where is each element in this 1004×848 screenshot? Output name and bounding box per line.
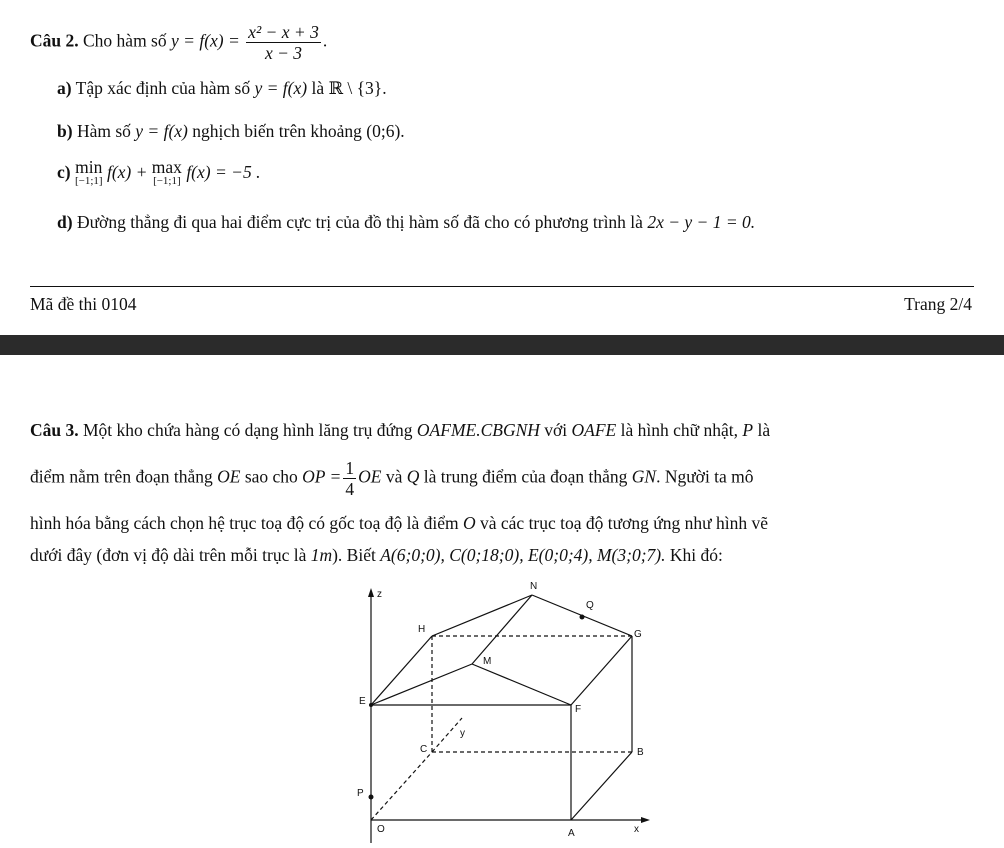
q2-c-min-word: min (75, 157, 103, 177)
q2-c-end: f(x) = −5 . (186, 162, 261, 183)
edge-EH (371, 636, 432, 705)
q3-frac-den: 4 (345, 479, 355, 499)
q2-b-math2: (0;6). (366, 121, 405, 141)
edge-HN (432, 595, 532, 636)
q3-l1-m1: OAFME.CBGNH (416, 420, 540, 440)
q2-b-label: b) (57, 121, 73, 141)
q3-l1-b: với (544, 420, 568, 440)
q2-d-text: Đường thẳng đi qua hai điểm cực trị của đồ thị hàm số đã cho có phương trình là (76, 212, 643, 232)
label-G: G (634, 629, 642, 640)
label-C: C (420, 744, 428, 755)
edge-FG (571, 636, 632, 705)
q2-func-den: x − 3 (264, 43, 303, 63)
footer-code: Mã đề thi 0104 (30, 294, 137, 314)
q3-l4-b: ). Biết (332, 545, 376, 565)
q3-l1-m2: OAFE (571, 420, 617, 440)
label-O: O (377, 824, 385, 835)
q3-l1-d: là (757, 420, 771, 440)
q2-c-mid: f(x) + (106, 162, 148, 183)
q3-l2-e: . Người ta mô (656, 466, 754, 487)
q3-l2-a: điểm nằm trên đoạn thẳng (30, 466, 213, 487)
label-B: B (637, 747, 644, 758)
q3-l2-b: sao cho (244, 466, 298, 487)
q3-l1-m3: P (742, 420, 754, 440)
q2-a-math1: y = f(x) (254, 78, 308, 98)
q3-l4-m2: A(6;0;0), C(0;18;0), E(0;0;4), M(3;0;7). (380, 545, 666, 565)
q2-a-text1: Tập xác định của hàm số (75, 78, 251, 98)
label-N: N (530, 581, 538, 592)
q2-d-label: d) (57, 212, 73, 232)
q3-l4-m1: 1m (310, 545, 333, 565)
q3-l1-c: là hình chữ nhật, (620, 420, 738, 440)
label-H: H (418, 624, 426, 635)
q3-l3-m: O (462, 513, 476, 533)
q2-intro: Cho hàm số (83, 30, 167, 51)
q2-a-label: a) (57, 78, 72, 98)
q2-c-min-sub: [−1;1] (74, 175, 103, 187)
q3-l2-c: và (385, 466, 403, 487)
q2-a-text2: là (311, 78, 325, 98)
q3-l1-a: Một kho chứa hàng có dạng hình lăng trụ đứng (83, 420, 413, 440)
q3-l2-m2: OP = (302, 466, 342, 487)
edge-MN (472, 595, 532, 664)
q2-func-end: . (322, 30, 328, 51)
label-A: A (568, 828, 575, 839)
y-axis-ext (432, 718, 462, 752)
q3-l3-b: và các trục toạ độ tương ứng như hình vẽ (480, 513, 768, 533)
q3-heading: Câu 3. (30, 420, 79, 440)
q3-l4-a: dưới đây (đơn vị độ dài trên mỗi trục là (30, 545, 307, 565)
y-axis-dashed (371, 752, 432, 820)
q3-l2-m3: OE (358, 466, 382, 487)
point-E (369, 703, 373, 707)
q3-l2-d: là trung điểm của đoạn thẳng (423, 466, 628, 487)
q2-a-math2: ℝ \ {3}. (328, 78, 387, 98)
q2-func-num: x² − x + 3 (248, 22, 319, 42)
q3-l2-m4: Q (406, 466, 420, 487)
x-arrow (641, 817, 650, 823)
q3-l3: hình hóa bằng cách chọn hệ trục toạ độ có gốc toạ độ là điểm (30, 513, 459, 533)
label-x: x (634, 824, 639, 835)
label-z: z (377, 589, 382, 600)
q2-b-math1: y = f(x) (135, 121, 188, 141)
footer-page: Trang 2/4 (904, 294, 972, 314)
q2-c-max-word: max (151, 157, 182, 177)
edge-EM (371, 664, 472, 705)
q3-l4-c: Khi đó: (669, 545, 723, 565)
q2-c-label: c) (57, 162, 71, 183)
point-P (369, 795, 374, 800)
label-Q: Q (586, 600, 594, 611)
q2-b-text2: nghịch biến trên khoảng (192, 121, 362, 141)
edge-MF (472, 664, 571, 705)
q2-heading: Câu 2. (30, 30, 79, 51)
label-M: M (483, 656, 492, 667)
label-F: F (575, 704, 582, 715)
z-arrow (368, 588, 374, 597)
q2-c-max-sub: [−1;1] (153, 175, 181, 187)
q3-l2-m1: OE (217, 466, 241, 487)
q2-func-lhs: y = f(x) = (171, 30, 240, 51)
q3-l2-m5: GN (631, 466, 657, 487)
edge-AB (571, 752, 632, 820)
q2-d-math: 2x − y − 1 = 0. (647, 212, 756, 232)
label-E: E (359, 696, 366, 707)
label-y: y (460, 728, 465, 739)
label-P: P (357, 788, 364, 799)
q2-b-text1: Hàm số (76, 121, 131, 141)
point-Q (580, 615, 585, 620)
q3-frac-num: 1 (345, 458, 355, 478)
